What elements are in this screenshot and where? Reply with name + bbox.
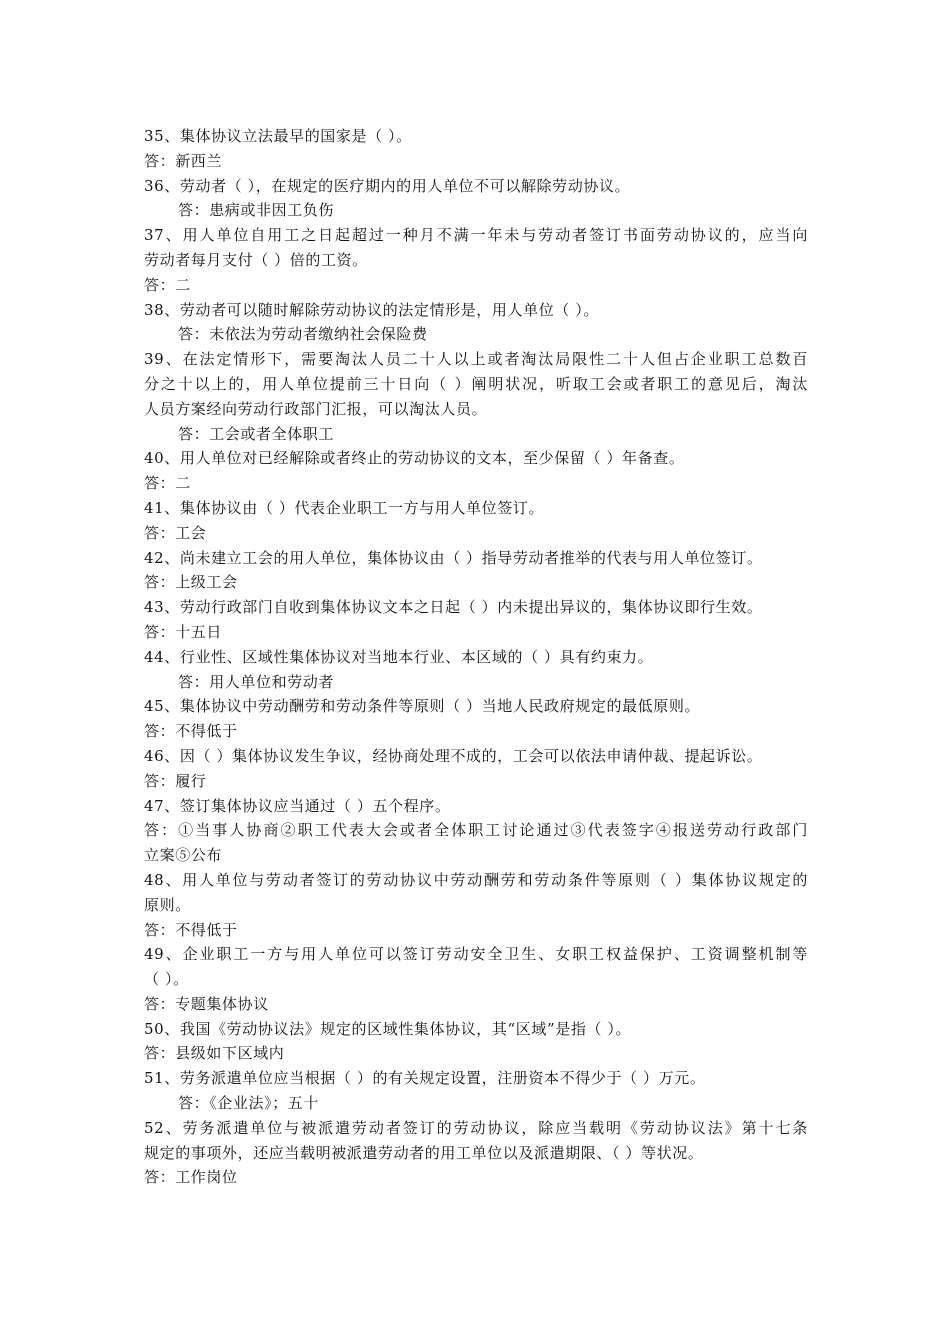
question-line: 36、劳动者（ ），在规定的医疗期内的用人单位不可以解除劳动协议。 — [144, 176, 631, 195]
question-line: （ ）。 — [144, 970, 189, 989]
question-line: 44、行业性、区域性集体协议对当地本行业、本区域的（ ）具有约束力。 — [144, 647, 654, 666]
answer-line: 答：不得低于 — [144, 722, 238, 741]
question-line: 47、签订集体协议应当通过（ ）五个程序。 — [144, 796, 451, 815]
answer-line: 答：履行 — [144, 771, 207, 790]
answer-line: 答：工会 — [144, 523, 207, 542]
answer-line: 答：专题集体协议 — [144, 994, 269, 1013]
answer-line: 答：二 — [144, 275, 191, 294]
question-line: 原则。 — [144, 895, 191, 914]
question-line: 43、劳动行政部门自收到集体协议文本之日起（ ）内未提出异议的，集体协议即行生效。 — [144, 598, 763, 617]
answer-line: 答：不得低于 — [144, 920, 238, 939]
question-line: 45、集体协议中劳动酬劳和劳动条件等原则（ ）当地人民政府规定的最低原则。 — [144, 697, 701, 716]
answer-line: 答：《企业法》；五十 — [178, 1094, 320, 1113]
answer-line: 答：工会或者全体职工 — [178, 424, 335, 443]
qa-text-body — [144, 124, 808, 1190]
question-line: 劳动者每月支付（ ）倍的工资。 — [144, 250, 368, 269]
question-line: 立案⑤公布 — [144, 846, 223, 865]
answer-line: 答：用人单位和劳动者 — [178, 672, 335, 691]
question-line: 48、用人单位与劳动者签订的劳动协议中劳动酬劳和劳动条件等原则（ ）集体协议规定的 — [144, 870, 808, 889]
answer-line: 答：二 — [144, 474, 191, 493]
answer-line: 答：县级如下区域内 — [144, 1044, 285, 1063]
question-line: 35、集体协议立法最早的国家是（ ）。 — [144, 127, 412, 145]
question-line: 分之十以上的，用人单位提前三十日向（ ）阐明状况，听取工会或者职工的意见后，淘汰 — [144, 374, 808, 393]
question-line: 41、集体协议由（ ）代表企业职工一方与用人单位签订。 — [144, 498, 545, 517]
question-line: 规定的事项外，还应当载明被派遣劳动者的用工单位以及派遣期限、（ ）等状况。 — [144, 1143, 704, 1162]
question-line: 人员方案经向劳动行政部门汇报，可以淘汰人员。 — [144, 399, 488, 418]
question-line: 39、在法定情形下，需要淘汰人员二十人以上或者淘汰局限性二十人但占企业职工总数百 — [144, 350, 808, 369]
answer-line: 答：①当事人协商②职工代表大会或者全体职工讨论通过③代表签字④报送劳动行政部门 — [144, 821, 808, 840]
answer-line: 答：新西兰 — [144, 151, 223, 170]
answer-line: 答：十五日 — [144, 622, 223, 641]
question-line: 42、尚未建立工会的用人单位，集体协议由（ ）指导劳动者推举的代表与用人单位签订。 — [144, 548, 763, 567]
question-line: 50、我国《劳动协议法》规定的区域性集体协议，其“区域”是指（ ）。 — [144, 1019, 632, 1038]
answer-line: 答：工作岗位 — [144, 1168, 238, 1187]
question-line: 38、劳动者可以随时解除劳动协议的法定情形是，用人单位（ ）。 — [144, 300, 599, 319]
question-line: 46、因（ ）集体协议发生争议，经协商处理不成的，工会可以依法申请仲裁、提起诉讼。 — [144, 746, 763, 765]
answer-line: 答：未依法为劳动者缴纳社会保险费 — [178, 325, 428, 344]
question-line: 49、企业职工一方与用人单位可以签订劳动安全卫生、女职工权益保护、工资调整机制等 — [144, 945, 808, 964]
question-line: 37、用人单位自用工之日起超过一种月不满一年未与劳动者签订书面劳动协议的，应当向 — [144, 226, 808, 245]
answer-line: 答：上级工会 — [144, 573, 238, 592]
question-line: 52、劳务派遣单位与被派遣劳动者签订的劳动协议，除应当载明《劳动协议法》第十七条 — [144, 1118, 808, 1137]
question-line: 40、用人单位对已经解除或者终止的劳动协议的文本，至少保留（ ）年备查。 — [144, 449, 685, 468]
answer-line: 答：患病或非因工负伤 — [178, 201, 335, 220]
question-line: 51、劳务派遣单位应当根据（ ）的有关规定设置，注册资本不得少于（ ）万元。 — [144, 1069, 706, 1088]
